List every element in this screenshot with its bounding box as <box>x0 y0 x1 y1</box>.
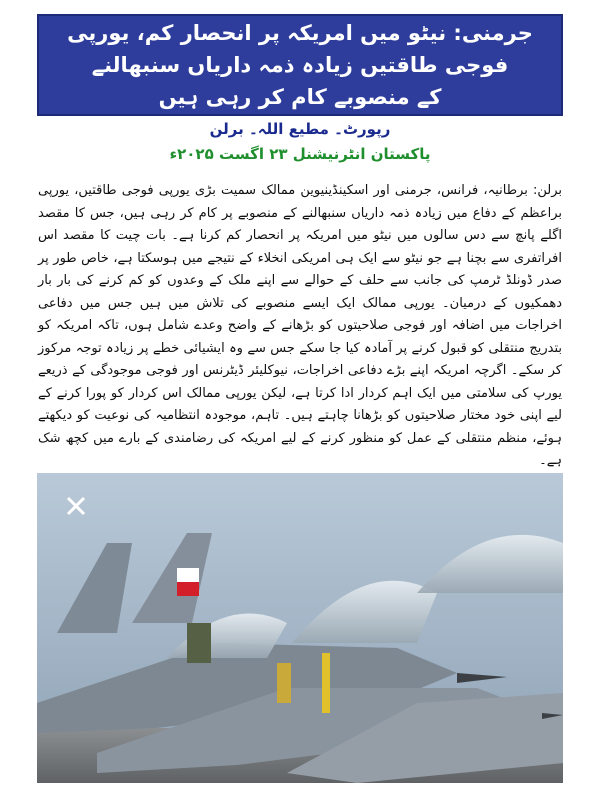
close-icon[interactable] <box>63 493 89 519</box>
byline: رپورٹ۔ مطیع اللہ۔ برلن <box>209 120 391 138</box>
article-body: برلن: برطانیہ، فرانس، جرمنی اور اسکینڈینیوین ممالک سمیت بڑی یورپی فوجی طاقتیں، یورپی براعظم کے دفاع میں زیادہ ذمہ داریاں سنبھالنے کے منصوبے پر کام کر رہی ہیں، جس کا مقصد اگلے پانچ سے دس سالوں میں نیٹو میں امریکہ پر انحصار کم کرنا ہے۔ بات چیت کا مقصد اس افراتفری سے بچنا ہے جو نیٹو سے ایک ہی امریکی انخلاء کے نتیجے میں ہوسکتا ہے، خاص طور پر صدر ڈونلڈ ٹرمپ کی جانب سے حلف کے حوالے سے اپنے ملک کے وعدوں کو کم کرنے کی بار بار دھمکیوں کے درمیان۔ یورپی ممالک ایک ایسے منصوبے کی تلاش میں ہیں جس میں دفاعی اخراجات میں اضافہ اور فوجی صلاحیتوں کو بڑھانے کے واضح وعدے شامل ہوں، تاکہ امریکہ کو بتدریج منتقلی کو قبول کرنے پر آمادہ کیا جا سکے جس سے وہ ایشیائی خطے پر زیادہ توجہ مرکوز کر سکے۔ اگرچہ امریکہ اپنے بڑے دفاعی اخراجات، نیوکلیئر ڈیٹرنس اور فوجی موجودگی کے ذریعے یورپ کی سلامتی میں ایک اہم کردار ادا کرتا ہے، لیکن یورپی ممالک اس کردار کو پورا کرنے کے لیے اپنی خود مختار صلاحیتوں کو بڑھانا چاہتے ہیں۔ تاہم، موجودہ انتظامیہ کی نوعیت کو دیکھتے ہوئے، منظم منتقلی کے عمل کو منظور کرنے کے لیے امریکہ کی رضامندی کے بارے میں کچھ شک ہے۔ <box>38 183 562 468</box>
source-dateline: پاکستان انٹرنیشنل ۲۳ اگست ۲۰۲۵ء <box>169 145 431 163</box>
headline-banner <box>37 14 563 116</box>
headline-line-1: جرمنی: نیٹو میں امریکہ پر انحصار کم، یورپی فوجی طاقتیں زیادہ ذمہ داریاں سنبھالنے <box>67 21 533 77</box>
jets-illustration <box>37 473 563 783</box>
fighter-jets-photo <box>37 473 563 783</box>
headline-line-2: کے منصوبے کام کر رہی ہیں <box>158 85 442 109</box>
